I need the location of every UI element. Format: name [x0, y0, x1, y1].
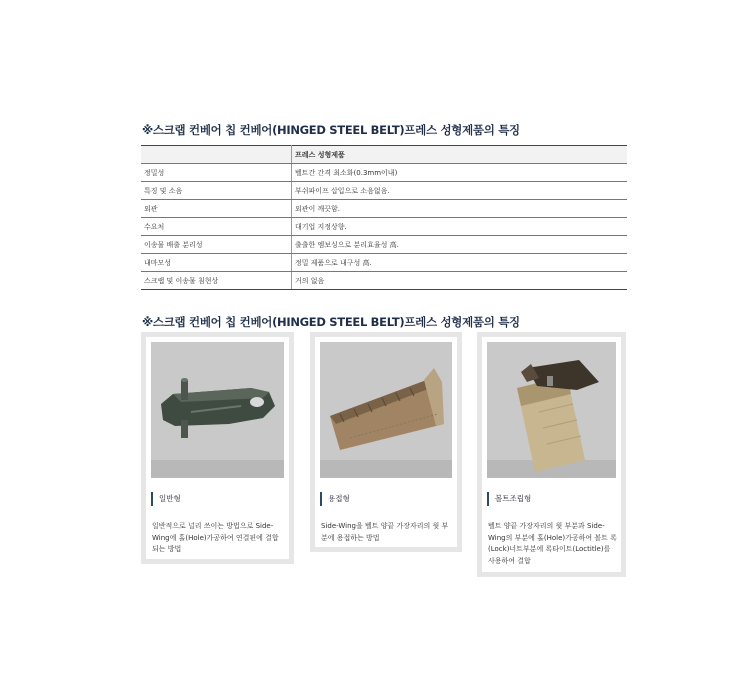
card-description: Side-Wing을 벨트 양끝 가장자리의 윗 부분에 용접하는 방법: [321, 522, 449, 542]
card-title: 볼트조립형: [487, 492, 531, 506]
row-label: 스크랩 및 이송물 침현상: [141, 272, 292, 290]
section-title-features: ※스크랩 컨베어 칩 컨베어(HINGED STEEL BELT)프레스 성형제품의 특징: [142, 123, 520, 137]
table-row: [141, 164, 627, 182]
row-value: 대기업 지정상향.: [292, 218, 628, 236]
row-value: 벨트간 간격 최소화(0.3mm이내): [292, 164, 628, 182]
row-value: 출출한 엠보싱으로 분리효율성 高.: [292, 236, 628, 254]
side-wing-plate-image: [151, 342, 284, 478]
spec-table: [141, 145, 627, 290]
table-row: [141, 254, 627, 272]
card-description: 벨트 양끝 가장자리의 윗 부분과 Side-Wing의 부분에 홀(Hole)가공하여 볼트 록(Lock)너트부분에 록타이트(Loctitle)를 사용하여 결합: [488, 522, 617, 565]
row-label: 수요처: [141, 218, 292, 236]
table-row: [141, 236, 627, 254]
row-label: 내마모성: [141, 254, 292, 272]
row-label: 특징 및 소음: [141, 182, 292, 200]
card-title: 용접형: [320, 492, 350, 506]
row-value: 정밀 제품으로 내구성 高.: [292, 254, 628, 272]
bolted-belt-image: [487, 342, 616, 478]
product-card-welded: [310, 332, 462, 552]
product-photo-bolted: [487, 342, 616, 478]
product-card-general: [141, 332, 294, 564]
row-label: 정밀성: [141, 164, 292, 182]
row-label: 이송물 배출 분리성: [141, 236, 292, 254]
table-header-cell: 프레스 성형제품: [292, 146, 628, 164]
card-description: 일반적으로 널리 쓰이는 방법으로 Side-Wing에 홀(Hole)가공하여 연결핀에 결합되는 방법: [152, 522, 279, 553]
table-row: [141, 218, 627, 236]
welded-belt-image: [320, 342, 452, 478]
table-header-cell: [141, 146, 292, 164]
table-row: [141, 200, 627, 218]
product-photo-welded: [320, 342, 452, 478]
row-value: 부쉬파이프 삽입으로 소음없음.: [292, 182, 628, 200]
product-photo-general: [151, 342, 284, 478]
row-value: 거의 없음: [292, 272, 628, 290]
table-row: [141, 272, 627, 290]
product-card-bolted: [477, 332, 626, 577]
section-title-types: ※스크랩 컨베어 칩 컨베어(HINGED STEEL BELT)프레스 성형제품의 특징: [142, 315, 520, 329]
row-value: 외관이 깨끗함.: [292, 200, 628, 218]
card-title: 일반형: [151, 492, 181, 506]
row-label: 외관: [141, 200, 292, 218]
table-row: [141, 182, 627, 200]
table-header-row: [141, 146, 627, 164]
